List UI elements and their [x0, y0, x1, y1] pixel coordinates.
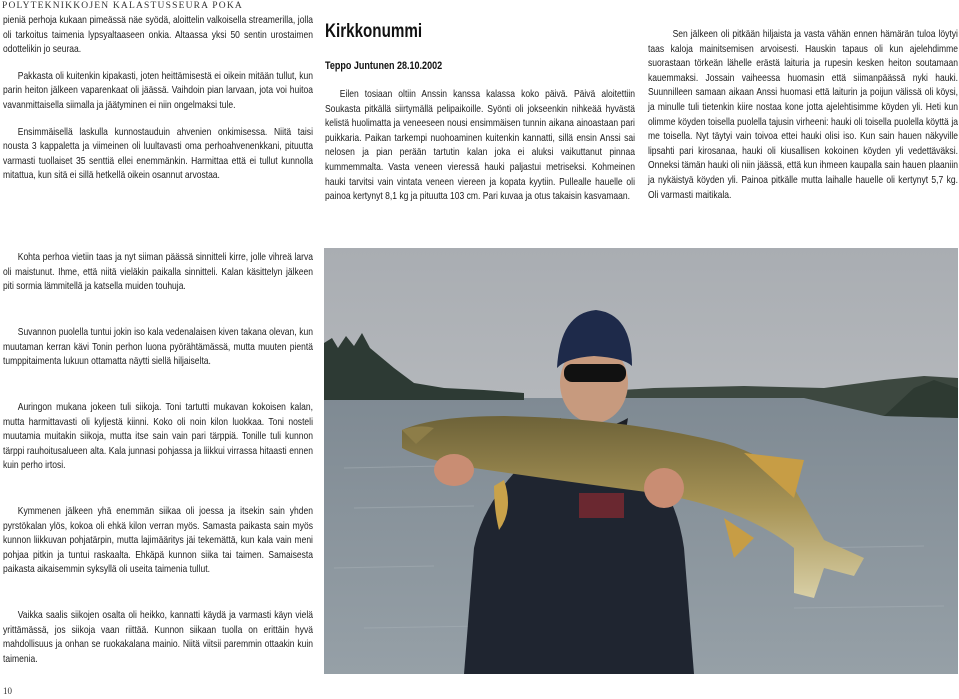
- running-header: POLYTEKNIKKOJEN KALASTUSSEURA POKA: [2, 1, 243, 11]
- paragraph: Sen jälkeen oli pitkään hiljaista ja vasta vähän ennen hämärän tuloa löytyi taas kaloja mainitsemisen arvoisesti. Hauskin tapaus oli kun ajelehdimme suorastaan törkeän lähelle erästä laituria ja rupesin kesken heiton soutamaan kauemmaksi. Jossain vaiheessa huomasin että siimanpäässä nyki hauki. Suunnilleen samaan aikaan Anssi huomasi että laiturin ja poijun välissä oli köysi, ja minulle tuli tietenkin kiire nostaa kone jotta ajelehtisimme köyden yli. Heti kun olimme köyden toisella puolella tajusin virheeni: hauki oli toisella puolella köyttä ja me toisella. Nyt täytyi vain toivoa ettei hauki olisi iso. Kun sain hauen näkyville lipsahti pari kirosanaa, hauki oli kiusallisen kokoinen köyden yli vedettäväksi. Onneksi tämän hauki oli niin jäässä, että kun ihmeen kaupalla sain hauen plaaniin ja nykäistyä köyden yli. Painoa pitkälle mutta laihalle hauelle oli kertynyt 5,7 kg. Oli varmasti maitikala.: [648, 29, 958, 201]
- paragraph: Kymmenen jälkeen yhä enemmän siikaa oli joessa ja itsekin sain yhden pyrstökalan ylös, kokoa oli ehkä kilon verran myös. Samasta paikasta sain myös kunnon liikkuvan pohjatärpin, mutta lajimääritys jäi tekemättä, kun kala vain meni pohjaa pitkin ja tuntui raskaalta. Ehkäpä kunnon siika tai taimen. Samaisesta paikasta aikaisemmin syksyllä oli useita taimenia tullut.: [3, 506, 313, 576]
- left-column-p5: [3, 326, 313, 370]
- paragraph: Eilen tosiaan oltiin Anssin kanssa kalassa koko päivä. Päivä aloitettiin Soukasta pitkällä siirtymällä pelipaikoille. Syönti oli jokseenkin nihkeää hyvästä kelistä huolimatta ja veneeseen nousi ensimmäisen tunnin aikana ainoastaan pari puikkaria. Paikan tarkempi nuohoaminen kuitenkin kannatti, sillä ensin Anssi sai nelosen ja pian perään tartutin kalan joka ei aluksi vaikuttanut pinnaa kummemmalta. Vasta veneen vieressä hauki paljastui metriseksi. Kohmeinen hauki tarvitsi vain vintata veneen viereen ja kopata kyytiin. Pullealle hauelle oli painoa kertynyt 8,1 kg ja pituutta 103 cm. Pari kuvaa ja otus takaisin kasvamaan.: [325, 89, 635, 203]
- paragraph: Kohta perhoa vietiin taas ja nyt siiman päässä sinnitteli kirre, jolle vihreä larva oli maistunut. Ihme, että niitä vieläkin paikalla sinnitteli. Kalan käsittelyn jälkeen piti sormia lämmitellä ja katsella muiden touhuja.: [3, 252, 313, 293]
- left-column-p4: [3, 251, 313, 295]
- paragraph: Vaikka saalis siikojen osalta oli heikko, kannatti käydä ja varmasti käyn vielä yrittämässä, jos siikoja vaan riittää. Kunnon siikaan tuolla on erittäin hyvä mahdollisuus ja onhan se ruokakalana mainio. Niitä viitsii paremmin ottaakin kuin taimenia.: [3, 610, 313, 665]
- paragraph: Suvannon puolella tuntui jokin iso kala vedenalaisen kiven takana olevan, kun muutaman kerran kävi Tonin perhon luona pyörähtämässä, mutta muuten pientä tumppitaimenta lukuun ottamatta näytti siellä hiljaiselta.: [3, 327, 313, 368]
- article-byline: Teppo Juntunen 28.10.2002: [325, 60, 443, 72]
- article-title: Kirkkonummi: [325, 21, 423, 42]
- left-column-p6: [3, 401, 313, 474]
- page-number: 10: [3, 686, 12, 696]
- article-body-right: [648, 28, 958, 203]
- paragraph: Pakkasta oli kuitenkin kipakasti, joten heittämisestä ei oikein mitään tullut, kun parin heiton jälkeen vaparenkaat oli jäässä. Vaihdoin pian larvaan, jota voi huitoa vavanmittaisella siimalla ja jäätyminen ei niin ongelmaksi tule.: [3, 70, 313, 111]
- left-column-top: [3, 14, 313, 184]
- pike-photo: [324, 248, 958, 674]
- left-column-p7: [3, 505, 313, 578]
- paragraph: Auringon mukana jokeen tuli siikoja. Toni tartutti mukavan kokoisen kalan, mutta harmittavasti oli kyljestä kiinni. Koko oli noin kilon luokkaa. Toni nosteli muutamia muitakin siikoja, mutta itse sain vain pari tärppiä. Tonille tuli kunnon tärppi rauhoitusalueen alta. Kala junnasi pohjassa ja liikkui virrassa hitaasti ennen kuin perho irtosi.: [3, 402, 313, 472]
- paragraph: pieniä perhoja kukaan pimeässä näe syödä, aloittelin valkoisella streamerilla, jolla oli tarkoitus taimenia lypsyaltaaseen onkia. Altaassa yksi 50 sentin urostaimen odottelikin jo seuraa.: [3, 15, 313, 56]
- article-body-middle: [325, 88, 635, 205]
- left-column-p8: [3, 609, 313, 667]
- paragraph: Ensimmäisellä laskulla kunnostauduin ahvenien onkimisessa. Niitä taisi nousta 3 kappaletta ja viimeinen oli luultavasti oma perhoahvenenkkani, pituutta varmasti tuollaiset 35 senttiä ellei enemmänkin. Harmittaa että ei tullut kunnolla mitattua, kun sitä ei sillä hetkellä oikein osannut arvostaa.: [3, 126, 313, 182]
